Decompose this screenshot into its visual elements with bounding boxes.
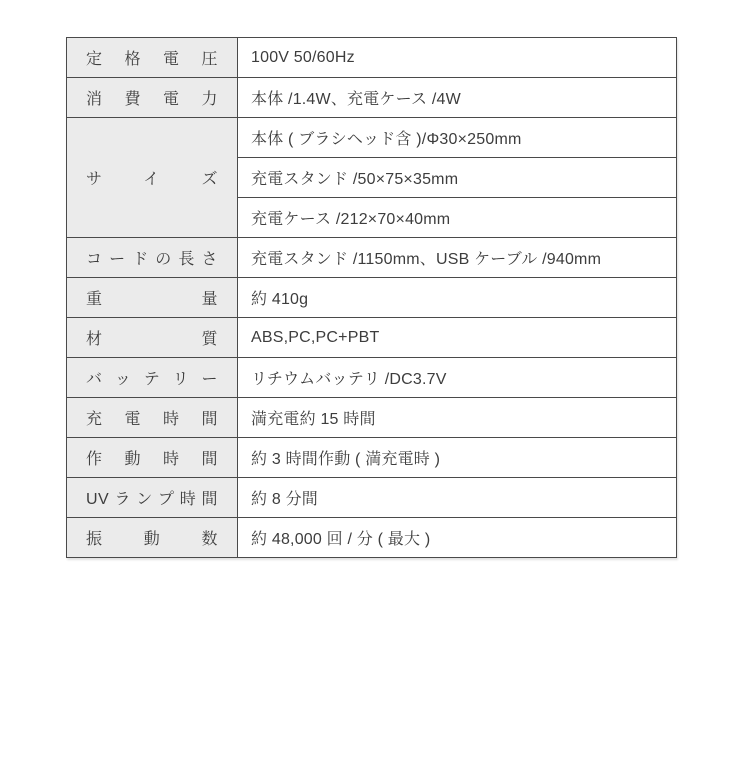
- spec-label-cell: [67, 238, 238, 278]
- spec-table: [66, 37, 677, 558]
- table-row-charge-time: [67, 398, 677, 438]
- spec-label-cell: [67, 478, 238, 518]
- spec-value: 充電ケース /212×70×40mm: [251, 211, 451, 228]
- table-row-uv-lamp-time: [67, 478, 677, 518]
- table-row-vibration-count: [67, 518, 677, 558]
- spec-value-cell: [238, 158, 677, 198]
- spec-label: 振動数: [86, 531, 218, 548]
- table-row-battery: [67, 358, 677, 398]
- spec-label: UVランプ時間: [86, 491, 218, 508]
- spec-value: 本体 ( ブラシヘッド含 )/Φ30×250mm: [251, 131, 522, 148]
- spec-label: 充電時間: [86, 411, 218, 428]
- spec-label: 消費電力: [86, 91, 218, 108]
- spec-value-cell: [238, 358, 677, 398]
- table-row-material: [67, 318, 677, 358]
- spec-value-cell: [238, 318, 677, 358]
- spec-value: 約 8 分間: [251, 491, 318, 508]
- spec-label-cell: [67, 78, 238, 118]
- spec-label: サイズ: [86, 171, 218, 188]
- spec-value: 約 410g: [251, 291, 309, 308]
- spec-label-cell: [67, 438, 238, 478]
- spec-label-cell: [67, 358, 238, 398]
- spec-value: 満充電約 15 時間: [251, 411, 376, 428]
- spec-label-cell: [67, 38, 238, 78]
- spec-label-cell: [67, 518, 238, 558]
- spec-label-cell: [67, 118, 238, 238]
- table-row-weight: [67, 278, 677, 318]
- spec-value-cell: [238, 198, 677, 238]
- spec-value: ABS,PC,PC+PBT: [251, 328, 380, 346]
- table-row-rated-voltage: [67, 38, 677, 78]
- spec-value-cell: [238, 118, 677, 158]
- spec-value: 充電スタンド /50×75×35mm: [251, 171, 459, 188]
- table-row-cord-length: [67, 238, 677, 278]
- spec-label: コードの長さ: [86, 251, 218, 268]
- spec-label: 作動時間: [86, 451, 218, 468]
- spec-value-cell: [238, 238, 677, 278]
- spec-value-cell: [238, 38, 677, 78]
- spec-value: 100V 50/60Hz: [251, 48, 355, 66]
- spec-value: リチウムバッテリ /DC3.7V: [251, 371, 447, 388]
- spec-value-cell: [238, 398, 677, 438]
- spec-value: 約 48,000 回 / 分 ( 最大 ): [251, 531, 431, 548]
- spec-value-cell: [238, 518, 677, 558]
- spec-label-cell: [67, 398, 238, 438]
- spec-label: 材質: [86, 331, 218, 348]
- spec-label-cell: [67, 278, 238, 318]
- table-row-operating-time: [67, 438, 677, 478]
- spec-value: 本体 /1.4W、充電ケース /4W: [251, 91, 461, 108]
- spec-value: 充電スタンド /1150mm、USB ケーブル /940mm: [251, 251, 602, 268]
- spec-value-cell: [238, 438, 677, 478]
- spec-value: 約 3 時間作動 ( 満充電時 ): [251, 451, 441, 468]
- spec-value-cell: [238, 78, 677, 118]
- spec-label: 重量: [86, 291, 218, 308]
- spec-label: バッテリー: [86, 371, 218, 388]
- spec-label: 定格電圧: [86, 51, 218, 68]
- spec-value-cell: [238, 478, 677, 518]
- table-row-size-body: [67, 118, 677, 158]
- spec-label-cell: [67, 318, 238, 358]
- table-row-power-consumption: [67, 78, 677, 118]
- spec-value-cell: [238, 278, 677, 318]
